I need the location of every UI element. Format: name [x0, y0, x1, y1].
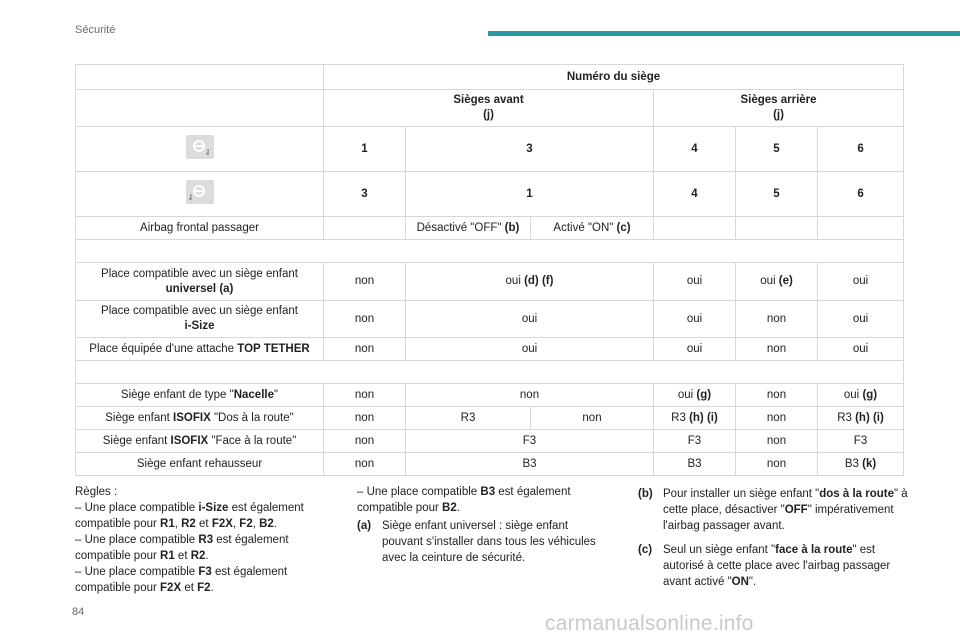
header-accent-bar — [488, 31, 960, 36]
airbag-row: Airbag frontal passager Désactivé "OFF" (b) Activé "ON" (c) — [76, 217, 904, 240]
page-number: 84 — [72, 606, 85, 618]
booster-row: Siège enfant rehausseur non B3 B3 non B3 (k) — [76, 453, 904, 476]
rule-isize: – Une place compatible i-Size est également compatible pour R1, R2 et F2X, F2, B2. — [75, 502, 304, 530]
rules-column — [75, 484, 330, 596]
seat-number-header: Numéro du siège — [324, 65, 904, 90]
footnote-b: (b) Pour installer un siège enfant "dos à la route" à cette place, désactiver "OFF" impérativement l'airbag passager avant. — [638, 488, 908, 532]
seat-config-row-a: ⇃ 1 3 4 5 6 — [76, 127, 904, 172]
spacer-row — [76, 361, 904, 384]
isize-row: Place compatible avec un siège enfant i-Size non oui oui non oui — [76, 301, 904, 338]
front-seats-header: Sièges avant (j) — [324, 90, 654, 127]
isofix-forward-facing-row: Siège enfant ISOFIX "Face à la route" non F3 F3 non F3 — [76, 430, 904, 453]
header-row-seat-groups — [76, 90, 904, 127]
empty-corner-cell — [76, 65, 324, 90]
rule-f3: – Une place compatible F3 est également compatible pour F2X et F2. — [75, 566, 288, 594]
section-title: Sécurité — [75, 24, 116, 36]
footnote-c: (c) Seul un siège enfant "face à la route" est autorisé à cette place avec l'airbag passager avant activé "ON". — [638, 544, 891, 588]
rule-r3: – Une place compatible R3 est également compatible pour R1 et R2. — [75, 534, 289, 562]
airbag-on-cell: Activé "ON" (c) — [531, 217, 654, 240]
isofix-rear-facing-row: Siège enfant ISOFIX "Dos à la route" non R3 non R3 (h) (i) non R3 (h) (i) — [76, 407, 904, 430]
footnotes-column — [638, 484, 908, 590]
rules-title: Règles : — [75, 486, 118, 498]
nacelle-row: Siège enfant de type "Nacelle" non non oui (g) non oui (g) — [76, 384, 904, 407]
rules-column-2 — [357, 484, 612, 566]
airbag-off-cell: Désactivé "OFF" (b) — [406, 217, 531, 240]
footnote-a: (a) Siège enfant universel : siège enfant pouvant s'installer dans tous les véhicules avec la ceinture de sécurité. — [357, 520, 596, 564]
seat-config-row-b: ⇃ 3 1 4 5 6 — [76, 172, 904, 217]
top-tether-row: Place équipée d'une attache TOP TETHER non oui oui non oui — [76, 338, 904, 361]
universal-row: Place compatible avec un siège enfant universel (a) non oui (d) (f) oui oui (e) oui — [76, 263, 904, 301]
watermark: carmanualsonline.info — [545, 612, 754, 635]
header-row-seat-number — [76, 65, 904, 90]
rule-b3: – Une place compatible B3 est également compatible pour B2. — [357, 486, 571, 514]
steering-wheel-icon: ⇃ — [186, 180, 214, 204]
steering-wheel-icon: ⇃ — [186, 135, 214, 159]
child-seat-table — [75, 64, 904, 476]
rear-seats-header: Sièges arrière (j) — [654, 90, 904, 127]
spacer-row — [76, 240, 904, 263]
